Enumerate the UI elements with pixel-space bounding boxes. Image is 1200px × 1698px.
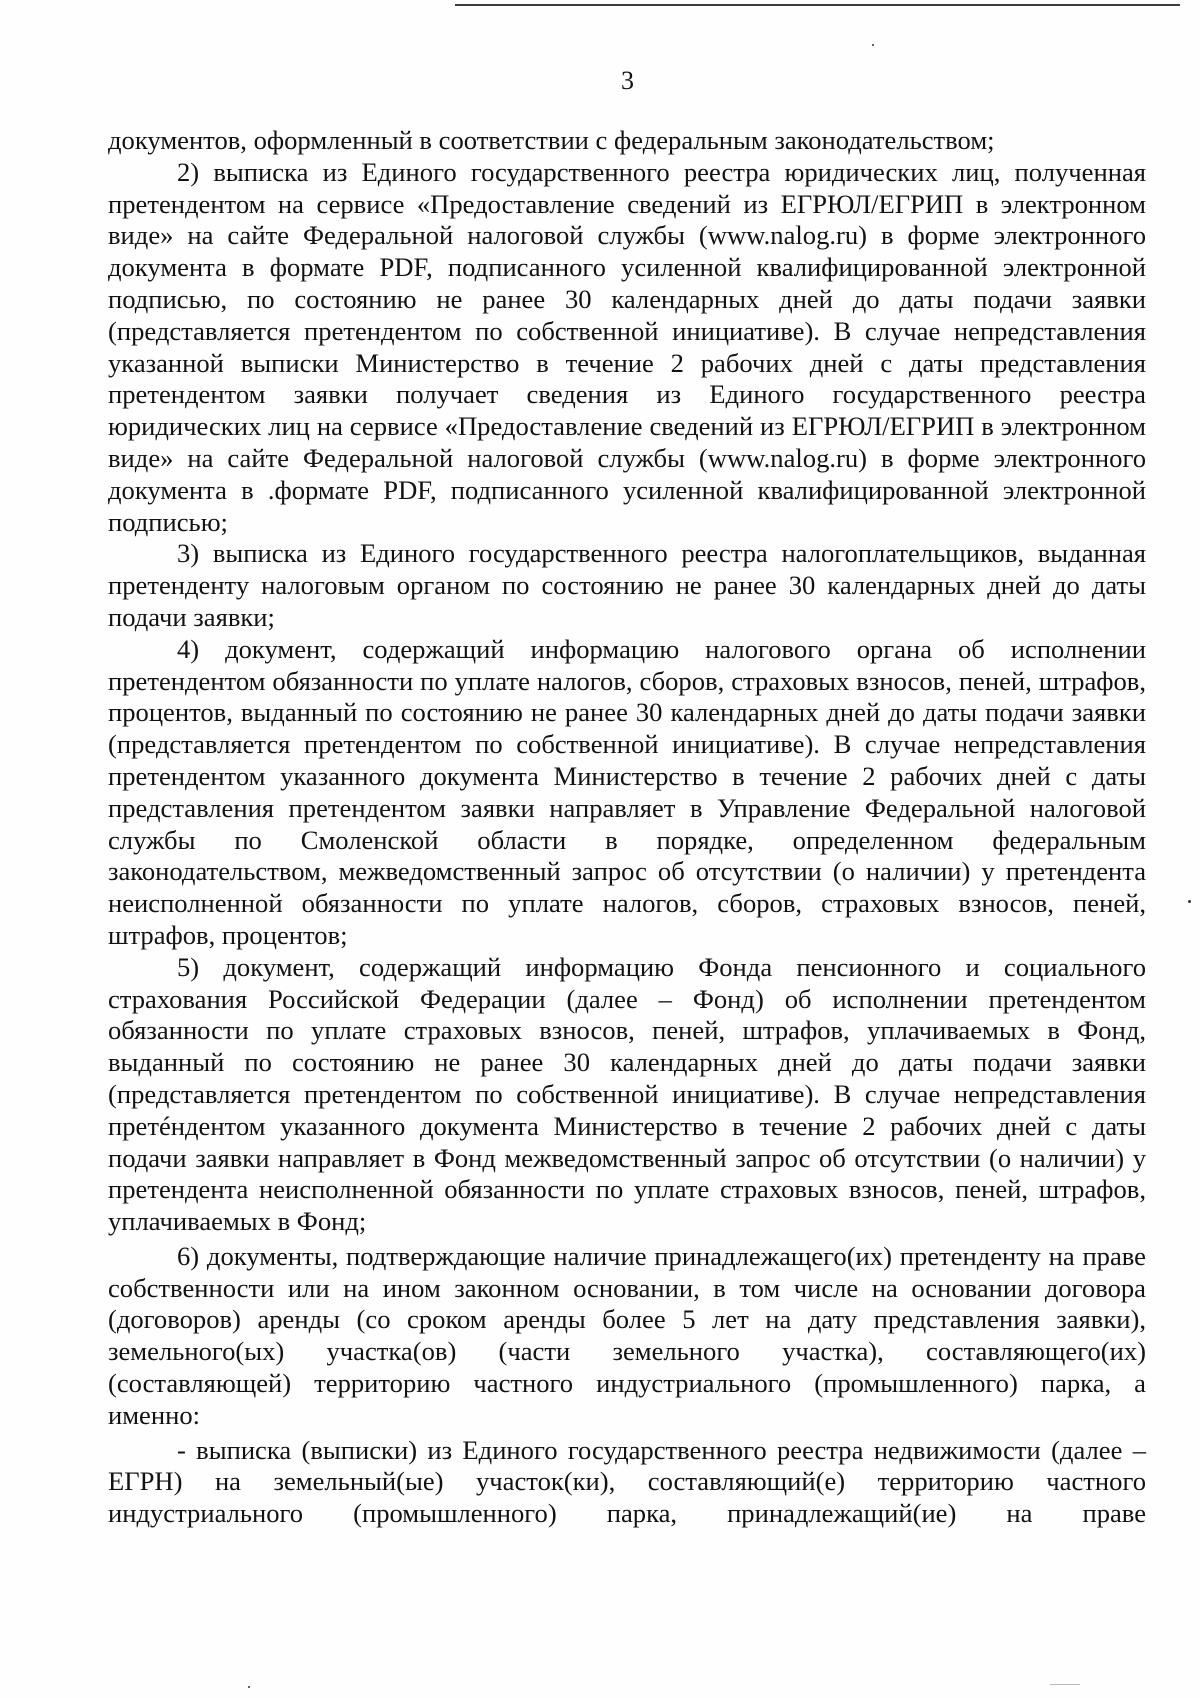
scan-artifact-dot [248,1686,250,1688]
paragraph-item-2: 2) выписка из Единого государственного реестра юридических лиц, полученная претендентом на сервисе «Предоставление сведений из ЕГРЮЛ/ЕГРИП в электронном виде» на сайте Федеральной налоговой службы (www.nalog.ru) в форме электронного документа в формате PDF, подписанного усиленной квалифицированной электронной подписью, по состоянию не ранее 30 календарных дней до даты подачи заявки (представляется претендентом по собственной инициативе). В случае непредставления указанной выписки Министерство в течение 2 рабочих дней с даты представления претендентом заявки получает сведения из Единого государственного реестра юридических лиц на сервисе «Предоставление сведений из ЕГРЮЛ/ЕГРИП в электронном виде» на сайте Федеральной налоговой службы (www.nalog.ru) в форме электронного документа в .формате PDF, подписанного усиленной квалифицированной электронной подписью; [108,156,1146,537]
paragraph-item-3: 3) выписка из Единого государственного реестра налогоплательщиков, выданная претенденту налоговым органом по состоянию не ранее 30 календарных дней до даты подачи заявки; [108,538,1146,632]
paragraph-item-4: 4) документ, содержащий информацию налогового органа об исполнении претендентом обязанности по уплате налогов, сборов, страховых взносов, пеней, штрафов, процентов, выданный по состоянию не ранее 30 календарных дней до даты подачи заявки (представляется претендентом по собственной инициативе). В случае непредставления претендентом указанного документа Министерство в течение 2 рабочих дней с даты представления претендентом заявки направляет в Управление Федеральной налоговой службы по Смоленской области в порядке, определенном федеральным законодательством, межведомственный запрос об отсутствии (о наличии) у претендента неисполненной обязанности по уплате налогов, сборов, страховых взносов, пеней, штрафов, процентов; [108,633,1146,950]
scan-artifact-dot [1050,1684,1080,1685]
scan-artifact-line [455,4,1180,6]
scan-artifact-dot [872,44,874,46]
page-number: 3 [621,66,634,95]
paragraph-subitem-egrn: - выписка (выписки) из Единого государственного реестра недвижимости (далее – ЕГРН) на земельный(ые) участок(ки), составляющий(е) территорию частного индустриального (промышленного) парка, принадлежащий(ие) на праве [108,1434,1146,1529]
document-body [108,125,1146,1530]
paragraph-item-6: 6) документы, подтверждающие наличие принадлежащего(их) претенденту на праве собственности или на ином законном основании, в том числе на основании договора (договоров) аренды (со сроком аренды более 5 лет на дату представления заявки), земельного(ых) участка(ов) (части земельного участка), составляющего(их) (составляющей) территорию частного индустриального (промышленного) парка, а именно: [108,1240,1146,1430]
paragraph-continuation: документов, оформленный в соответствии с федеральным законодательством; [108,125,995,155]
paragraph-item-5: 5) документ, содержащий информацию Фонда пенсионного и социального страхования Российской Федерации (далее – Фонд) об исполнении претендентом обязанности по уплате страховых взносов, пеней, штрафов, уплачиваемых в Фонд, выданный по состоянию не ранее 30 календарных дней до даты подачи заявки (представляется претендентом по собственной инициативе). В случае непредставления претéндентом указанного документа Министерство в течение 2 рабочих дней с даты подачи заявки направляет в Фонд межведомственный запрос об отсутствии (о наличии) у претендента неисполненной обязанности по уплате страховых взносов, пеней, штрафов, уплачиваемых в Фонд; [108,951,1146,1237]
scan-artifact-dot [1188,900,1191,903]
